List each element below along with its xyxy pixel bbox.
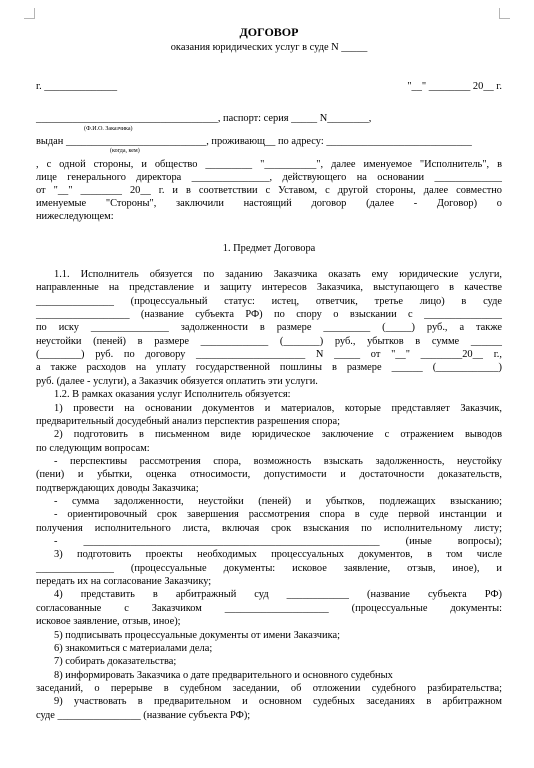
document-title: ДОГОВОР: [239, 25, 299, 39]
party-line: лице генерального директора _______________, действующего на основании _____________: [36, 172, 502, 183]
party-line: ___________________________________, паспорт: серия _____ N________,: [36, 113, 372, 124]
party-line: именуемые "Стороны", заключили настоящий договор (далее - Договор) о: [36, 198, 502, 209]
text-line: руб. (далее - услуги), а Заказчик обязуется оплатить эти услуги.: [36, 375, 318, 387]
party-line: нижеследующем:: [36, 211, 114, 222]
issued-by-hint: (когда, кем): [110, 148, 140, 154]
text-line: 8) информировать Заказчика о дате предварительного и основного судебных: [54, 669, 393, 681]
text-line: неустойки (пеней) в размере _____________ (_______) руб., убытков в сумме ______: [36, 335, 502, 347]
text-line: (________) руб. по договору _____________________ N _____ от "__" ________20__ г.,: [36, 349, 502, 361]
text-line: по следующим вопросам:: [36, 442, 150, 454]
text-line: 6) знакомиться с материалами дела;: [54, 642, 213, 654]
page-corner-mark: [499, 8, 510, 19]
text-line: (пени) и убытки, оценка относимости, допустимости и достаточности доказательств,: [36, 469, 502, 481]
text-line: исковое заявление, отзыв, иное);: [36, 616, 181, 628]
document-subtitle: оказания юридических услуг в суде N _____: [170, 42, 368, 53]
page-corner-mark: [24, 8, 35, 19]
text-line: подтверждающих доводы Заказчика;: [36, 482, 199, 494]
party-line: выдан ___________________________, проживающ__ по адресу: ____________________________: [36, 136, 472, 147]
party-line: от "__" ________ 20__ г. и в соответствии с Уставом, с другой стороны, далее совместно: [36, 185, 502, 196]
text-line: __________________ (название субъекта РФ) по спору о взыскании с _______________: [36, 309, 502, 321]
text-line: 2) подготовить в письменном виде юридическое заключение с отражением выводов: [54, 429, 502, 441]
text-line: суде ________________ (название субъекта РФ);: [36, 709, 251, 721]
text-line: 5) подписывать процессуальные документы от имени Заказчика;: [54, 629, 340, 641]
text-line: а также расходов на уплату государственной пошлины в размере ______ (____________): [36, 362, 502, 374]
text-line: согласованные с Заказчиком ____________________ (процессуальные документы:: [36, 602, 502, 614]
place-field: г. ______________: [36, 81, 118, 92]
text-line: - сумма задолженности, неустойки (пеней) и убытков, подлежащих взысканию;: [54, 495, 502, 507]
text-line: 7) собирать доказательства;: [54, 656, 177, 668]
party-line: , с одной стороны, и общество _________ "__________", далее именуемое "Исполнитель", в: [36, 159, 502, 170]
text-line: _______________ (процессуальные документы: исковое заявление, отзыв, иное), и: [36, 562, 502, 574]
section-title: 1. Предмет Договора: [222, 243, 316, 254]
text-line: 1) провести на основании документов и материалов, которые представляет Заказчик,: [54, 402, 502, 414]
date-field: "__" ________ 20__ г.: [407, 81, 502, 92]
text-line: предварительный досудебный анализ перспектив разрешения спора;: [36, 415, 340, 427]
client-name-hint: (Ф.И.О. Заказчика): [84, 126, 133, 132]
text-line: 4) представить в арбитражный суд ____________ (название субъекта РФ): [54, 589, 502, 601]
text-line: 9) участвовать в предварительном и основном судебных заседаниях в арбитражном: [54, 696, 502, 708]
text-line: заседаний, о перерыве в судебном заседании, об отложении судебного разбирательства;: [36, 682, 502, 694]
text-line: 1.1. Исполнитель обязуется по заданию Заказчика оказать ему юридические услуги,: [54, 269, 502, 280]
text-line: передать их на согласование Заказчику;: [36, 576, 212, 587]
text-line: 3) подготовить проекты необходимых процессуальных документов, в том числе: [54, 549, 502, 561]
text-line: 1.2. В рамках оказания услуг Исполнитель обязуется:: [54, 389, 291, 401]
text-line: направленные на представление и защиту интересов Заказчика, выступающего в качестве: [36, 282, 502, 294]
text-line: по иску _______________ задолженности в размере _________ (_____) руб., а также: [36, 322, 502, 334]
text-line: _______________ (процессуальный статус: истец, ответчик, третье лицо) в суде: [36, 295, 502, 307]
text-line: - перспективы рассмотрения спора, возможность взыскать задолженность, неустойку: [54, 455, 502, 467]
text-line: - _________________________________________________________ (иные вопросы);: [54, 536, 502, 547]
text-line: получения исполнительного листа, включая срок взыскания по исполнительному листу;: [36, 522, 502, 534]
text-line: - ориентировочный срок завершения рассмотрения спора в суде первой инстанции и: [54, 509, 502, 521]
